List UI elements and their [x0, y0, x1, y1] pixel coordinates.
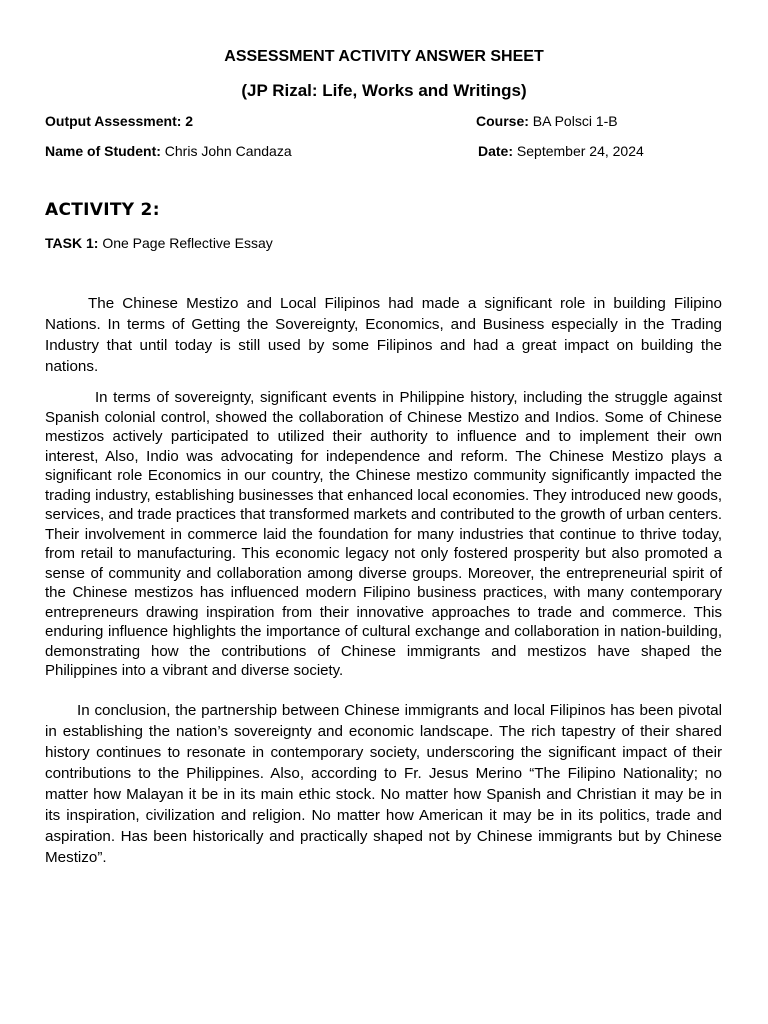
- output-assessment-label: Output Assessment: 2: [45, 113, 194, 129]
- essay-paragraph: In conclusion, the partnership between Chinese immigrants and local Filipinos has been pivotal in establishing the nation’s sovereignty and economic landscape. The rich tapestry of their shared history continues to resonate in contemporary society, underscoring the significant impact of their contributions to the Philippines. Also, according to Fr. Jesus Merino “The Filipino Nationality; no matter how Malayan it be in its main ethic stock. No matter how Spanish and Christian it may be in its inspiration, civilization and religion. No matter how American it may be in its politics, trade and aspiration. Has been historically and practically shaped not by Chinese immigrants but by Chinese Mestizo”.: [45, 702, 722, 866]
- output-assessment: [45, 113, 193, 129]
- activity-heading: ACTIVITY 2:: [45, 200, 160, 220]
- course-label: Course:: [476, 113, 529, 129]
- task-line: [45, 235, 273, 251]
- task-value: One Page Reflective Essay: [102, 235, 273, 251]
- student-name-field: [45, 143, 292, 159]
- page-subtitle: (JP Rizal: Life, Works and Writings): [241, 81, 527, 100]
- essay-paragraph: In terms of sovereignty, significant events in Philippine history, including the struggle against Spanish colonial control, showed the collaboration of Chinese Mestizo and Indios. Some of Chinese mestizos actively participated to utilized their authority to influence and to implement their own interest, Also, Indio was advocating for independence and reform. The Chinese Mestizo plays a significant role Economics in our country, the Chinese mestizo community significantly impacted the trading industry, establishing businesses that enhanced local economies. They introduced new goods, services, and trade practices that transformed markets and contributed to the growth of urban centers. Their involvement in commerce laid the foundation for many industries that continue to thrive today, from retail to manufacturing. This economic legacy not only fostered prosperity but also promoted a sense of community and collaboration among diverse groups. Moreover, the entrepreneurial spirit of the Chinese mestizos has influenced modern Filipino business practices, with many contemporary entrepreneurs drawing inspiration from their innovative approaches to trade and commerce. This enduring influence highlights the importance of cultural exchange and collaboration in nation-building, demonstrating how the contributions of Chinese immigrants and mestizos have shaped the Philippines into a vibrant and diverse society.: [45, 389, 723, 679]
- essay-paragraph: The Chinese Mestizo and Local Filipinos had made a significant role in building Filipino Nations. In terms of Getting the Sovereignty, Economics, and Business especially in the Trading Industry that until today is still used by some Filipinos and had a great impact on building the nations.: [45, 295, 722, 375]
- date-field: [478, 143, 644, 159]
- task-label: TASK 1:: [45, 235, 99, 251]
- student-name-value: Chris John Candaza: [164, 143, 292, 159]
- course-field: [476, 113, 618, 129]
- page-title: ASSESSMENT ACTIVITY ANSWER SHEET: [224, 48, 544, 65]
- student-name-label: Name of Student:: [45, 143, 161, 159]
- date-value: September 24, 2024: [516, 143, 644, 159]
- course-value: BA Polsci 1-B: [532, 113, 618, 129]
- date-label: Date:: [478, 143, 514, 159]
